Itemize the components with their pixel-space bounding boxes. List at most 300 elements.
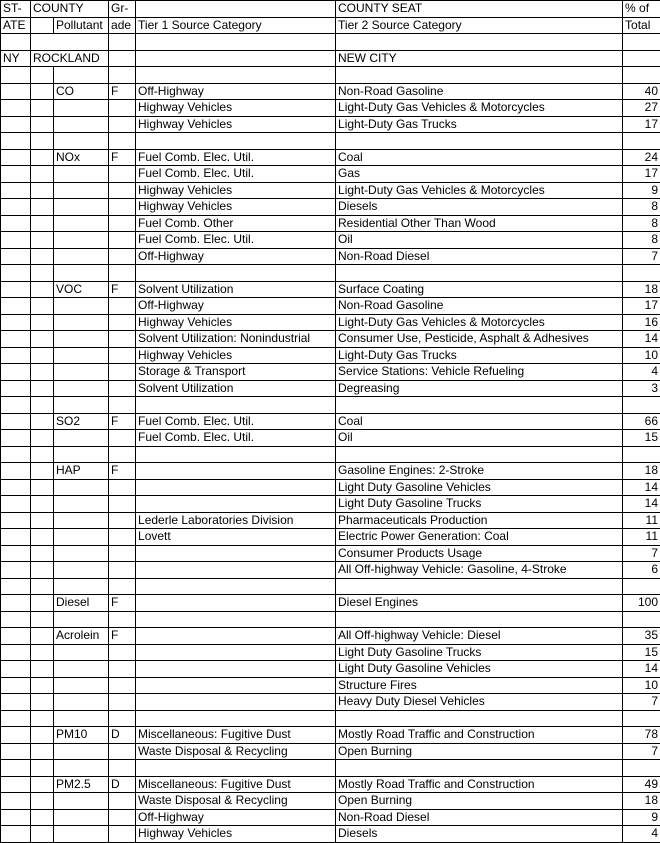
tier2-cell: Heavy Duty Diesel Vehicles — [336, 694, 623, 711]
tier1-cell: Fuel Comb. Elec. Util. — [136, 232, 336, 249]
tier2-cell: Non-Road Diesel — [336, 248, 623, 265]
state-cell — [1, 364, 31, 381]
grade-cell — [109, 380, 136, 397]
tier2-cell: Coal — [336, 149, 623, 166]
state-cell — [1, 826, 31, 843]
grade-cell: F — [109, 628, 136, 645]
grade-cell — [109, 562, 136, 579]
table-row — [1, 182, 660, 199]
tier2-cell: Light Duty Gasoline Vehicles — [336, 479, 623, 496]
tier2-cell: Light-Duty Gas Trucks — [336, 116, 623, 133]
tier1-cell — [136, 67, 336, 84]
pollutant-cell — [54, 133, 109, 150]
grade-cell: F — [109, 413, 136, 430]
state-cell — [1, 694, 31, 711]
state-cell — [1, 248, 31, 265]
pollutant-cell — [54, 562, 109, 579]
state-cell — [1, 595, 31, 612]
county-cell — [31, 199, 54, 216]
state-cell — [1, 760, 31, 777]
header-state-bottom: ATE — [1, 17, 31, 34]
county-cell — [31, 512, 54, 529]
table-row — [1, 628, 660, 645]
percent-cell: 7 — [623, 545, 660, 562]
grade-cell — [109, 661, 136, 678]
state-cell — [1, 83, 31, 100]
county-cell — [31, 496, 54, 513]
state-cell — [1, 133, 31, 150]
grade-cell: F — [109, 281, 136, 298]
grade-cell: F — [109, 595, 136, 612]
tier1-cell — [136, 710, 336, 727]
tier2-cell: Non-Road Gasoline — [336, 83, 623, 100]
spacer-row — [1, 34, 660, 51]
percent-cell: 7 — [623, 694, 660, 711]
percent-cell: 11 — [623, 512, 660, 529]
table-row — [1, 677, 660, 694]
county-cell — [31, 727, 54, 744]
county-cell — [31, 595, 54, 612]
tier2-cell: Service Stations: Vehicle Refueling — [336, 364, 623, 381]
state-cell — [1, 232, 31, 249]
tier2-cell — [336, 446, 623, 463]
pollutant-cell — [54, 364, 109, 381]
county-cell — [31, 215, 54, 232]
grade-cell — [109, 133, 136, 150]
table-row — [1, 298, 660, 315]
header-tier2: Tier 2 Source Category — [336, 17, 623, 34]
tier1-cell — [136, 644, 336, 661]
tier1-cell — [136, 760, 336, 777]
table-row — [1, 776, 660, 793]
pollutant-cell — [54, 331, 109, 348]
county-cell — [31, 100, 54, 117]
table-row — [1, 595, 660, 612]
table-row — [1, 694, 660, 711]
tier1-cell: Off-Highway — [136, 83, 336, 100]
pollutant-cell — [54, 67, 109, 84]
state-cell — [1, 512, 31, 529]
county-cell — [31, 611, 54, 628]
table-row — [1, 611, 660, 628]
county-cell — [31, 314, 54, 331]
pollutant-cell — [54, 496, 109, 513]
tier2-cell: Light Duty Gasoline Trucks — [336, 496, 623, 513]
county-cell — [31, 331, 54, 348]
pollutant-cell — [54, 215, 109, 232]
pollutant-cell: Diesel — [54, 595, 109, 612]
pollutant-cell — [54, 694, 109, 711]
table-row — [1, 248, 660, 265]
state-cell — [1, 314, 31, 331]
grade-cell — [109, 760, 136, 777]
state-cell — [1, 331, 31, 348]
percent-cell: 4 — [623, 364, 660, 381]
tier2-cell — [336, 133, 623, 150]
tier1-cell: Highway Vehicles — [136, 182, 336, 199]
table-row — [1, 281, 660, 298]
state-cell — [1, 215, 31, 232]
county-cell — [31, 67, 54, 84]
pollutant-cell: CO — [54, 83, 109, 100]
grade-cell — [109, 512, 136, 529]
state-cell — [1, 661, 31, 678]
pollutant-cell — [54, 182, 109, 199]
county-cell — [31, 826, 54, 843]
county-cell — [31, 83, 54, 100]
percent-cell: 18 — [623, 281, 660, 298]
grade-cell — [109, 578, 136, 595]
tier2-cell — [336, 397, 623, 414]
pollutant-cell — [54, 232, 109, 249]
location-row — [1, 50, 660, 67]
grade-cell — [109, 166, 136, 183]
table-row — [1, 215, 660, 232]
table-row — [1, 364, 660, 381]
tier1-cell — [136, 677, 336, 694]
percent-cell: 6 — [623, 562, 660, 579]
tier2-cell — [336, 265, 623, 282]
tier1-cell: Miscellaneous: Fugitive Dust — [136, 727, 336, 744]
pollutant-cell: VOC — [54, 281, 109, 298]
percent-cell — [623, 760, 660, 777]
percent-cell: 35 — [623, 628, 660, 645]
state-cell — [1, 743, 31, 760]
percent-cell: 49 — [623, 776, 660, 793]
pollutant-cell — [54, 347, 109, 364]
tier1-cell: Highway Vehicles — [136, 199, 336, 216]
tier1-cell — [136, 578, 336, 595]
county-cell — [31, 265, 54, 282]
grade-cell — [109, 199, 136, 216]
grade-cell — [109, 496, 136, 513]
tier2-cell: Electric Power Generation: Coal — [336, 529, 623, 546]
tier2-cell: Light-Duty Gas Vehicles & Motorcycles — [336, 100, 623, 117]
percent-cell — [623, 67, 660, 84]
table-row — [1, 710, 660, 727]
state-cell — [1, 562, 31, 579]
state-cell — [1, 182, 31, 199]
state-cell — [1, 67, 31, 84]
table-row — [1, 463, 660, 480]
grade-cell — [109, 397, 136, 414]
tier2-cell — [336, 710, 623, 727]
grade-cell — [109, 743, 136, 760]
grade-cell — [109, 710, 136, 727]
percent-cell: 78 — [623, 727, 660, 744]
table-row — [1, 199, 660, 216]
tier1-cell: Fuel Comb. Elec. Util. — [136, 166, 336, 183]
county-cell — [31, 562, 54, 579]
tier2-cell: Structure Fires — [336, 677, 623, 694]
state-cell — [1, 776, 31, 793]
tier2-cell: Oil — [336, 232, 623, 249]
county-cell — [31, 430, 54, 447]
state-cell — [1, 545, 31, 562]
header-row-2 — [1, 17, 660, 34]
county-cell — [31, 479, 54, 496]
table-row — [1, 727, 660, 744]
tier2-cell — [336, 760, 623, 777]
county-cell — [31, 166, 54, 183]
tier1-cell — [136, 463, 336, 480]
state-cell — [1, 644, 31, 661]
percent-cell — [623, 710, 660, 727]
tier2-cell: Oil — [336, 430, 623, 447]
grade-cell — [109, 644, 136, 661]
grade-cell — [109, 611, 136, 628]
percent-cell: 14 — [623, 479, 660, 496]
pollutant-cell: NOx — [54, 149, 109, 166]
state-cell — [1, 727, 31, 744]
state-cell — [1, 463, 31, 480]
county-cell — [31, 133, 54, 150]
county-cell — [31, 463, 54, 480]
pollutant-cell — [54, 611, 109, 628]
tier1-cell: Fuel Comb. Elec. Util. — [136, 413, 336, 430]
percent-cell — [623, 611, 660, 628]
county-cell — [31, 232, 54, 249]
tier2-cell: Light-Duty Gas Trucks — [336, 347, 623, 364]
tier1-cell — [136, 265, 336, 282]
county-cell — [31, 743, 54, 760]
tier2-cell: Surface Coating — [336, 281, 623, 298]
tier1-cell — [136, 496, 336, 513]
pollutant-cell — [54, 199, 109, 216]
pollutant-cell — [54, 529, 109, 546]
percent-cell — [623, 397, 660, 414]
tier1-cell — [136, 446, 336, 463]
tier1-cell: Fuel Comb. Elec. Util. — [136, 149, 336, 166]
tier2-cell: Non-Road Gasoline — [336, 298, 623, 315]
grade-cell — [109, 694, 136, 711]
pollutant-cell: PM10 — [54, 727, 109, 744]
percent-cell: 11 — [623, 529, 660, 546]
table-row — [1, 578, 660, 595]
table-row — [1, 743, 660, 760]
table-row — [1, 232, 660, 249]
state-cell — [1, 710, 31, 727]
pollutant-cell — [54, 446, 109, 463]
tier1-cell: Storage & Transport — [136, 364, 336, 381]
tier1-cell: Waste Disposal & Recycling — [136, 793, 336, 810]
table-row — [1, 793, 660, 810]
grade-cell: F — [109, 463, 136, 480]
percent-cell: 17 — [623, 116, 660, 133]
grade-cell — [109, 248, 136, 265]
state-cell — [1, 298, 31, 315]
table-row — [1, 545, 660, 562]
table-row — [1, 149, 660, 166]
grade-cell: F — [109, 149, 136, 166]
pollutant-cell — [54, 578, 109, 595]
pollutant-cell — [54, 397, 109, 414]
table-row — [1, 314, 660, 331]
county-cell — [31, 182, 54, 199]
percent-cell: 8 — [623, 215, 660, 232]
table-row — [1, 397, 660, 414]
grade-cell — [109, 314, 136, 331]
pollutant-cell — [54, 430, 109, 447]
table-row — [1, 430, 660, 447]
tier1-cell — [136, 628, 336, 645]
percent-cell: 10 — [623, 347, 660, 364]
header-row-1 — [1, 1, 660, 18]
pollutant-cell — [54, 479, 109, 496]
table-row — [1, 562, 660, 579]
table-row — [1, 331, 660, 348]
pollutant-cell — [54, 710, 109, 727]
tier1-cell: Solvent Utilization — [136, 380, 336, 397]
table-row — [1, 661, 660, 678]
state-cell — [1, 578, 31, 595]
tier1-cell: Lovett — [136, 529, 336, 546]
table-row — [1, 809, 660, 826]
table-row — [1, 826, 660, 843]
county-cell — [31, 529, 54, 546]
grade-cell — [109, 809, 136, 826]
state-cell — [1, 347, 31, 364]
state-cell — [1, 397, 31, 414]
grade-cell: D — [109, 776, 136, 793]
state-cell — [1, 628, 31, 645]
tier1-cell: Highway Vehicles — [136, 826, 336, 843]
state-cell — [1, 677, 31, 694]
percent-cell: 15 — [623, 430, 660, 447]
pollutant-cell — [54, 809, 109, 826]
county-cell — [31, 116, 54, 133]
pollutant-cell — [54, 248, 109, 265]
state-cell — [1, 265, 31, 282]
tier1-cell: Miscellaneous: Fugitive Dust — [136, 776, 336, 793]
tier2-cell: Gas — [336, 166, 623, 183]
header-blank — [136, 1, 336, 18]
pollutant-cell — [54, 545, 109, 562]
state-cell — [1, 446, 31, 463]
tier2-cell: Non-Road Diesel — [336, 809, 623, 826]
pollutant-cell — [54, 743, 109, 760]
grade-cell — [109, 116, 136, 133]
tier2-cell: All Off-highway Vehicle: Diesel — [336, 628, 623, 645]
tier1-cell — [136, 479, 336, 496]
table-row — [1, 479, 660, 496]
county-cell — [31, 677, 54, 694]
tier1-cell: Lederle Laboratories Division — [136, 512, 336, 529]
grade-cell — [109, 67, 136, 84]
header-county-seat: COUNTY SEAT — [336, 1, 623, 18]
grade-cell — [109, 826, 136, 843]
grade-cell — [109, 298, 136, 315]
tier1-cell: Off-Highway — [136, 248, 336, 265]
percent-cell: 10 — [623, 677, 660, 694]
pollutant-cell — [54, 298, 109, 315]
tier2-cell: All Off-highway Vehicle: Gasoline, 4-Stroke — [336, 562, 623, 579]
percent-cell: 17 — [623, 166, 660, 183]
pollutant-cell — [54, 760, 109, 777]
percent-cell: 18 — [623, 793, 660, 810]
tier1-cell: Highway Vehicles — [136, 347, 336, 364]
tier2-cell: Residential Other Than Wood — [336, 215, 623, 232]
state-cell — [1, 809, 31, 826]
table-row — [1, 166, 660, 183]
pollutant-cell: HAP — [54, 463, 109, 480]
pollutant-cell — [54, 826, 109, 843]
state-cell — [1, 380, 31, 397]
grade-cell — [109, 364, 136, 381]
county-cell — [31, 644, 54, 661]
pollutant-cell — [54, 116, 109, 133]
table-row — [1, 512, 660, 529]
percent-cell: 27 — [623, 100, 660, 117]
header-pollutant: Pollutant — [54, 17, 109, 34]
pollutant-cell — [54, 100, 109, 117]
pollutant-cell — [54, 793, 109, 810]
grade-cell — [109, 232, 136, 249]
county-cell — [31, 710, 54, 727]
percent-cell: 18 — [623, 463, 660, 480]
table-row — [1, 496, 660, 513]
pollutant-cell — [54, 380, 109, 397]
header-percent-bottom: Total — [623, 17, 660, 34]
percent-cell: 66 — [623, 413, 660, 430]
pollutant-cell: Acrolein — [54, 628, 109, 645]
table-row — [1, 760, 660, 777]
percent-cell: 8 — [623, 199, 660, 216]
tier1-cell: Off-Highway — [136, 298, 336, 315]
tier2-cell: Consumer Use, Pesticide, Asphalt & Adhesives — [336, 331, 623, 348]
state-cell — [1, 199, 31, 216]
table-row — [1, 380, 660, 397]
percent-cell: 24 — [623, 149, 660, 166]
state-cell — [1, 100, 31, 117]
county-cell — [31, 413, 54, 430]
tier2-cell: Diesels — [336, 826, 623, 843]
percent-cell: 3 — [623, 380, 660, 397]
table-row — [1, 133, 660, 150]
header-percent-top: % of — [623, 1, 660, 18]
table-row — [1, 100, 660, 117]
tier1-cell: Solvent Utilization — [136, 281, 336, 298]
grade-cell — [109, 100, 136, 117]
county-cell — [31, 298, 54, 315]
tier1-cell — [136, 611, 336, 628]
tier2-cell: Light-Duty Gas Vehicles & Motorcycles — [336, 182, 623, 199]
table-row — [1, 83, 660, 100]
percent-cell: 14 — [623, 331, 660, 348]
tier1-cell — [136, 133, 336, 150]
state-cell — [1, 281, 31, 298]
table-row — [1, 644, 660, 661]
percent-cell — [623, 578, 660, 595]
state-cell — [1, 793, 31, 810]
tier2-cell — [336, 67, 623, 84]
grade-cell — [109, 529, 136, 546]
grade-cell — [109, 265, 136, 282]
county-value: ROCKLAND — [31, 50, 109, 67]
tier1-cell — [136, 397, 336, 414]
percent-cell: 8 — [623, 232, 660, 249]
percent-cell: 4 — [623, 826, 660, 843]
tier1-cell: Highway Vehicles — [136, 100, 336, 117]
tier2-cell: Open Burning — [336, 743, 623, 760]
tier1-cell: Fuel Comb. Elec. Util. — [136, 430, 336, 447]
table-row — [1, 446, 660, 463]
state-cell — [1, 479, 31, 496]
county-seat-value: NEW CITY — [336, 50, 623, 67]
county-cell — [31, 380, 54, 397]
pollutant-cell — [54, 314, 109, 331]
tier2-cell: Light Duty Gasoline Vehicles — [336, 661, 623, 678]
